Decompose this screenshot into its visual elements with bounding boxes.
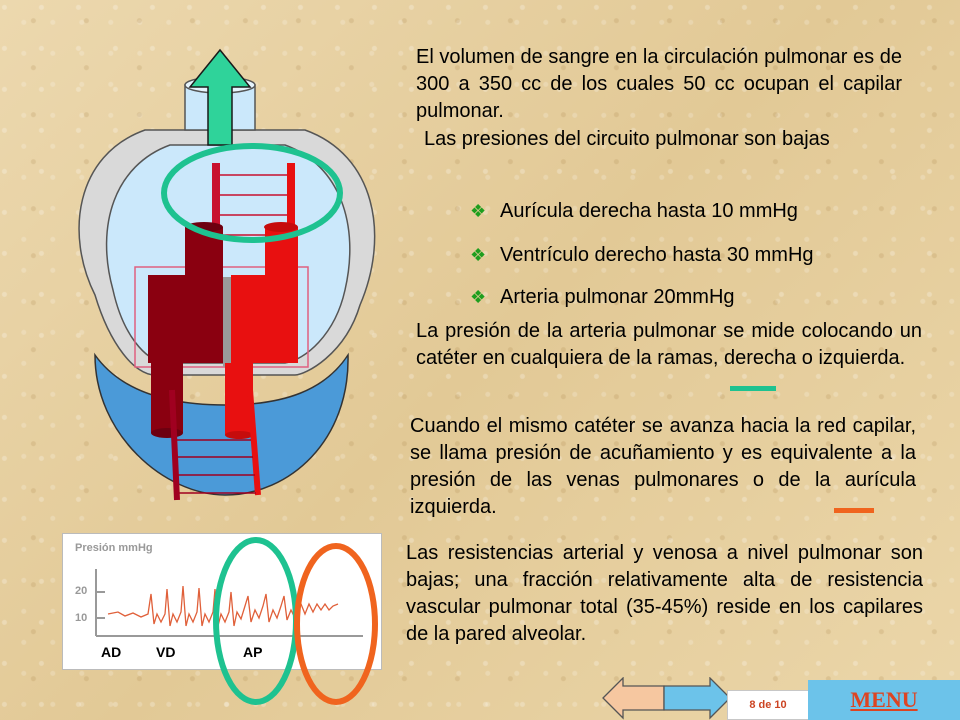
label-ap: AP [243, 644, 263, 660]
label-vd: VD [156, 644, 176, 660]
bullet-atrium: ❖ Aurícula derecha hasta 10 mmHg [470, 200, 798, 222]
blood-volume-paragraph: El volumen de sangre en la circulación pulmonar es de 300 a 350 cc de los cuales 50 cc ocupan el capilar pulmonar. [416, 46, 902, 122]
tick-20: 20 [75, 585, 88, 597]
diamond-bullet-icon: ❖ [470, 287, 487, 307]
menu-button[interactable]: MENU [808, 680, 960, 720]
page-indicator: 8 de 10 [727, 690, 809, 720]
pressures-intro-paragraph: Las presiones del circuito pulmonar son bajas [424, 128, 830, 150]
label-ad: AD [101, 644, 122, 660]
bullet-ventricle: ❖ Ventrículo derecho hasta 30 mmHg [470, 244, 814, 266]
pulmonary-circulation-illustration [55, 45, 395, 505]
graph-title: Presión mmHg [75, 542, 153, 554]
diamond-bullet-icon: ❖ [470, 201, 487, 221]
catheter-paragraph: La presión de la arteria pulmonar se mide colocando un catéter en cualquiera de la ramas, derecha o izquierda. [416, 320, 922, 369]
nav-arrows [602, 677, 734, 720]
orange-marker-line [834, 508, 874, 513]
teal-marker-line [730, 386, 776, 391]
previous-arrow-icon[interactable] [603, 678, 664, 718]
bullet-pulmonary-artery: ❖ Arteria pulmonar 20mmHg [470, 286, 735, 308]
tick-10: 10 [75, 612, 88, 624]
resistances-paragraph: Las resistencias arterial y venosa a nivel pulmonar son bajas; una fracción relativamente alta de resistencia vascular pulmonar total (35-45%) reside en los capilares de la pared alveolar. [406, 542, 923, 645]
pressure-graph [62, 533, 382, 670]
wedge-pressure-paragraph: Cuando el mismo catéter se avanza hacia la red capilar, se llama presión de acuñamiento y es equivalente a la presión de las venas pulmonares o de la aurícula izquierda. [410, 415, 916, 518]
next-arrow-icon[interactable] [664, 678, 730, 718]
diamond-bullet-icon: ❖ [470, 245, 487, 265]
